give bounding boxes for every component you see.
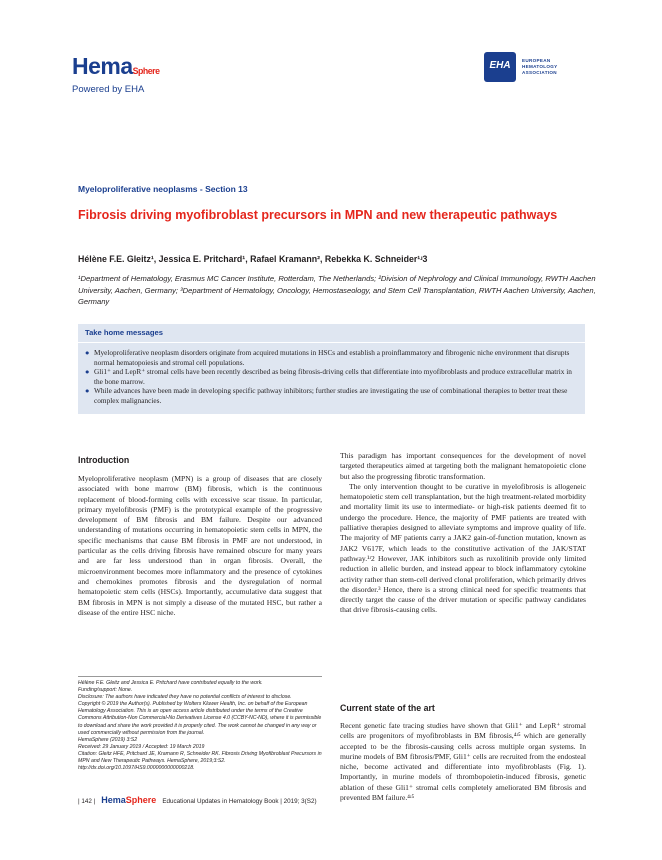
footer-logo-part2: Sphere (125, 795, 157, 805)
footer-logo (101, 795, 156, 805)
bullet-icon: ● (85, 367, 90, 376)
page-number: | 142 | (78, 798, 96, 805)
footnote: Citation: Gleitz HFE, Pritchard JE, Kramann R, Schneider RK. Fibrosis Driving Myofibroblast Precursors in MPN and New Therapeutic Pathways. HemaSphere, 2019;3:S2. http://dx.doi.org/10.1097/HS9.0000000000000218. (78, 750, 322, 772)
footnote: Funding/support: None. (78, 687, 133, 694)
state-of-art-heading: Current state of the art (340, 703, 435, 713)
eha-logo (484, 52, 592, 86)
col2-body (340, 451, 586, 616)
eha-line2: HEMATOLOGY (522, 64, 558, 69)
take-home-item (85, 386, 575, 405)
state-of-art-body (340, 721, 586, 803)
footer-text: Educational Updates in Hematology Book | 2019; 3(S2) (162, 798, 317, 805)
footnote: Hélène F.E. Gleitz and Jessica E. Pritchard have contributed equally to the work. (78, 680, 263, 686)
eha-line1: EUROPEAN (522, 58, 551, 63)
take-home-item-text: Gli1⁺ and LepR⁺ stromal cells have been recently described as being fibrosis-driving cells that differentiate into myofibroblasts and produce extracellular matrix in the bone marrow. (94, 367, 572, 386)
intro-heading: Introduction (78, 455, 130, 465)
take-home-item-text: While advances have been made in developing specific pathway inhibitors; further studies are investigating the use of combinational therapies to better treat these complex malignancies. (94, 386, 568, 405)
intro-paragraph: Myeloproliferative neoplasm (MPN) is a group of diseases that are closely associated with bone marrow (BM) fibrosis, which is the continuous replacement of blood-forming cells with excessive scar tissue. In particular, primary myelofibrosis (PMF) is the prototypical example of the progressive development of BM fibrosis and BM failure. Despite our advanced understanding of mutations occurring in hematopoietic stem cells in MPN, the specific mechanisms that cause BM fibrosis in PMF are not understood, in particular as the cells driving fibrosis have remained obscure for many years and are far less understood than in organ fibrosis. Overall, the microenvironment becomes more inflammatory and the presence of cytokines and chemokines promotes fibrosis and the dysregulation of normal hematopoietic stem cells (HSCs). Importantly, accumulative data suggest that BM fibrosis in MPN is not simply a disease of the mutated HSC, but rather a disease of the entire HSC niche. (78, 474, 322, 617)
footnote: Copyright © 2019 the Author(s). Published by Wolters Kluwer Health, Inc. on behalf of the European Hematology Association. This is an open access article distributed under the terms of the Creative Commons Attribution-Non Commercial-No Derivatives License 4.0 (CCBY-NC-ND), where it is permissible to download and share the work provided it is properly cited. The work cannot be changed in any way or used commercially without permission from the journal. (78, 701, 322, 736)
bullet-icon: ● (85, 348, 90, 357)
authors: Hélène F.E. Gleitz¹, Jessica E. Pritchard¹, Rafael Kramann², Rebekka K. Schneider¹ʴ3 (78, 254, 428, 264)
eha-line3: ASSOCIATION (522, 70, 557, 75)
affiliations: ¹Department of Hematology, Erasmus MC Cancer Institute, Rotterdam, The Netherlands; ²Division of Nephrology and Clinical Immunology, RWTH Aachen University, Aachen, Germany; ³Department of Hematology, Oncology, Hemostaseology, and Stem Cell Transplantation, RWTH Aachen University, Aachen, Germany (78, 274, 596, 307)
take-home-heading: Take home messages (85, 328, 163, 337)
footnote: Received: 29 January 2019 / Accepted: 19 March 2019 (78, 743, 205, 750)
col2-paragraph: The only intervention thought to be curative in myelofibrosis is allogeneic hematopoietic stem cell transplantation, but the high treatment-related morbidity and mortality limit its use to intermediate- or high-risk patients deemed fit to undergo the procedure. Hence, the majority of PMF patients are treated with palliative therapies designed to alleviate symptoms and improve quality of life. The majority of MF patients carry a JAK2 gain-of-function mutation, known as JAK2 V617F, which leads to the constitutive activation of the JAK/STAT pathway.¹ʴ2 However, JAK inhibitors such as ruxolitinib provide only limited reduction in allelic burden, and instead appear to block inflammatory cytokine activity rather than stem-cell derived clonal proliferation, which primarily drives the disorder.³ Hence, there is a strong clinical need for specific treatments that directly target the cause of the driver mutation or specific pathway candidates that drive fibrosis-causing cells. (340, 481, 586, 615)
take-home-list (85, 348, 575, 405)
eha-badge-icon (484, 52, 516, 82)
take-home-item (85, 348, 575, 367)
take-home-header (78, 324, 585, 343)
section-label: Myeloproliferative neoplasms - Section 13 (78, 184, 248, 194)
hemasphere-logo (72, 55, 159, 95)
footnotes (78, 676, 322, 772)
footnote: HemaSphere (2019) 3:S2 (78, 736, 138, 743)
logo-part2: Sphere (132, 66, 160, 76)
eha-text (522, 58, 558, 76)
eha-badge-text: EHA (489, 60, 511, 71)
article-title: Fibrosis driving myofibroblast precursors in MPN and new therapeutic pathways (78, 208, 558, 222)
bullet-icon: ● (85, 386, 90, 395)
logo-tagline: Powered by EHA (72, 84, 145, 95)
footnote: Disclosure: The authors have indicated they have no potential conflicts of interest to disclose. (78, 694, 292, 701)
page-footer (78, 795, 317, 805)
logo-part1: Hema (72, 53, 133, 79)
take-home-box (78, 324, 585, 414)
col2-paragraph: This paradigm has important consequences for the development of novel targeted therapeutics aimed at targeting both the malignant hematopoietic clone but also the progressing fibrotic transformation. (340, 451, 586, 481)
take-home-item (85, 367, 575, 386)
intro-body (78, 474, 322, 618)
footer-logo-part1: Hema (101, 795, 126, 805)
take-home-item-text: Myeloproliferative neoplasm disorders originate from acquired mutations in HSCs and establish a proinflammatory and fibrogenic niche environment that disrupts normal hematopoiesis and stromal cell populations. (94, 348, 570, 367)
state-of-art-paragraph: Recent genetic fate tracing studies have shown that Gli1⁺ and LepR⁺ stromal cells are progenitors of myofibroblasts in BM fibrosis,⁴ʴ⁵ which are generally accepted to be the fibrosis-causing cells across multiple organ systems. In murine models of BM fibrosis/PMF, Gli1⁺ cells are recruited from the endosteal niche, become activated and differentiate into myofibroblasts (Fig. 1). Importantly, in murine models of thrombopoietin-induced fibrosis, genetic ablation of these Gli1⁺ stromal cells completely ameliorated BM fibrosis and prevented BM failure.⁴ʴ⁵ (340, 721, 586, 803)
